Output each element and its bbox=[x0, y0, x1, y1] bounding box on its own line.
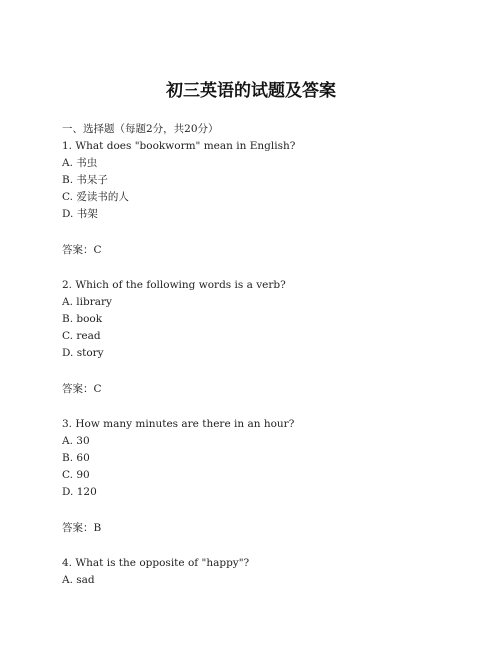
option-d: D. story bbox=[62, 347, 104, 359]
question-text: 1. What does "bookworm" mean in English? bbox=[62, 140, 296, 152]
option-b: B. 60 bbox=[62, 452, 90, 464]
question-block bbox=[62, 138, 482, 277]
option-c: C. read bbox=[62, 330, 101, 342]
option-b: B. 书呆子 bbox=[62, 174, 108, 186]
answer-text: 答案：C bbox=[62, 243, 102, 256]
question-block bbox=[62, 416, 482, 555]
question-block bbox=[62, 555, 482, 589]
option-b: B. book bbox=[62, 313, 103, 325]
question-text: 3. How many minutes are there in an hour? bbox=[62, 418, 295, 430]
answer-text: 答案：C bbox=[62, 382, 102, 395]
section-heading: 一、选择题（每题2分，共20分） bbox=[62, 123, 219, 135]
question-text: 4. What is the opposite of "happy"? bbox=[62, 557, 250, 569]
question-text: 2. Which of the following words is a verb? bbox=[62, 279, 286, 291]
option-c: C. 爱读书的人 bbox=[62, 191, 129, 203]
option-a: A. 30 bbox=[62, 435, 90, 447]
answer-text: 答案：B bbox=[62, 521, 102, 534]
question-block bbox=[62, 277, 482, 416]
document-body bbox=[62, 121, 482, 589]
document-title: 初三英语的试题及答案 bbox=[166, 81, 336, 101]
option-a: A. sad bbox=[62, 574, 95, 586]
option-a: A. 书虫 bbox=[62, 157, 98, 169]
option-c: C. 90 bbox=[62, 469, 90, 481]
option-d: D. 120 bbox=[62, 486, 97, 498]
option-a: A. library bbox=[62, 296, 112, 308]
option-d: D. 书架 bbox=[62, 208, 98, 220]
